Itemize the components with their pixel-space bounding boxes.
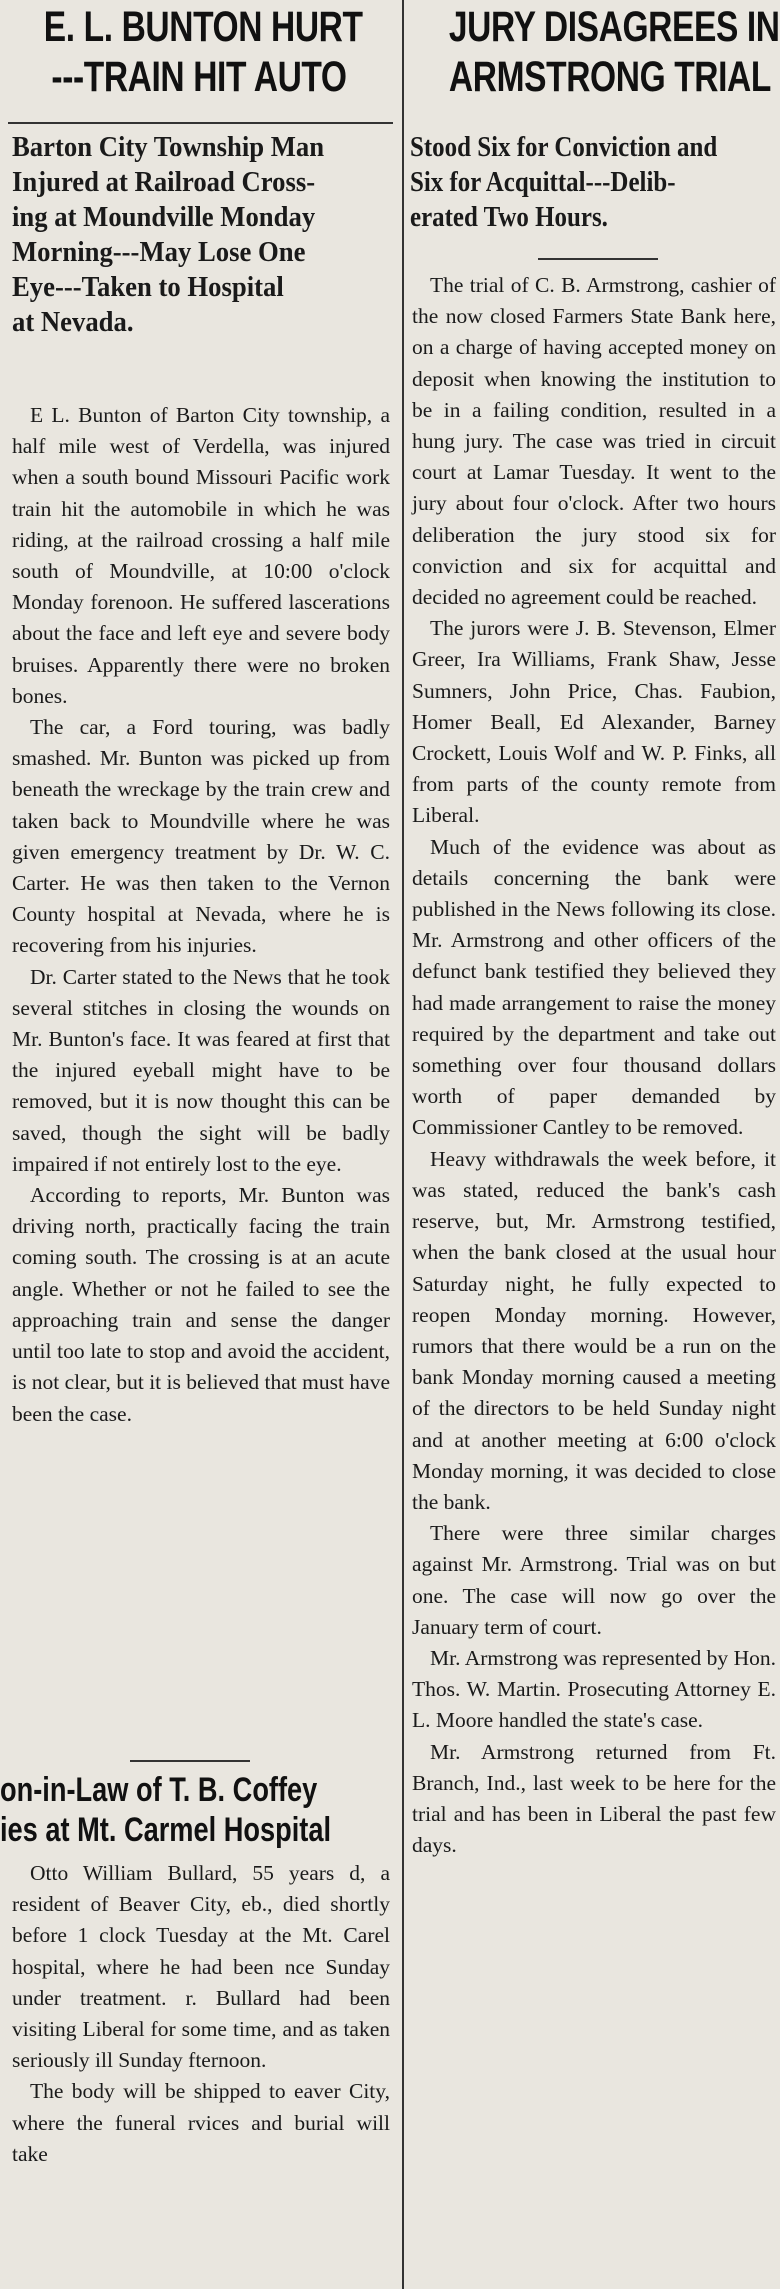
- bunton-headline-line-2: ---TRAIN HIT AUTO: [51, 53, 347, 101]
- bunton-paragraph-3: Dr. Carter stated to the News that he took several stitches in closing the wounds on Mr. Bunton's face. It was feared at first that the injured eyeball might have to be removed, but it is now thought this can be saved, though the sight will be badly impaired if not entirely lost to the eye.: [12, 964, 390, 1176]
- bullard-headline-line-2: ies at Mt. Carmel Hospital: [0, 1811, 332, 1849]
- column-divider: [402, 0, 404, 2289]
- armstrong-paragraph-7: Mr. Armstrong returned from Ft. Branch, Ind., last week to be here for the trial and has been in Liberal the past few days.: [412, 1739, 776, 1858]
- armstrong-paragraph-5: There were three similar charges against Mr. Armstrong. Trial was on but one. The case will now go over the January term of court.: [412, 1521, 776, 1639]
- bullard-paragraph-2: The body will be shipped to eaver City, where the funeral rvices and burial will take: [12, 2079, 390, 2166]
- bunton-deck: Barton City Township Man Injured at Railroad Cross- ing at Moundville Monday Morning---May Lose One Eye---Taken to Hospital at Nevada.: [12, 131, 325, 338]
- armstrong-paragraph-4: Heavy withdrawals the week before, it was stated, reduced the bank's cash reserve, but, Mr. Armstrong testified, when the bank closed at the usual hour Saturday night, he fully expected to reopen Monday morning. However, rumors that there would be a run on the bank Monday morning caused a meeting of the directors to be held Sunday night and at another meeting at 6:00 o'clock Monday morning, it was decided to close the bank.: [412, 1146, 776, 1514]
- armstrong-paragraph-1: The trial of C. B. Armstrong, cashier of the now closed Farmers State Bank here, on a charge of having accepted money on deposit when knowing the institution to be in a failing condition, resulted in a hung jury. The case was tried in circuit court at Lamar Tuesday. It went to the jury about four o'clock. After two hours deliberation the jury stood six for conviction and six for acquittal and decided no agreement could be reached.: [412, 273, 776, 610]
- armstrong-headline-line-2: ARMSTRONG TRIAL: [448, 53, 771, 101]
- bunton-article-body: [12, 400, 390, 1430]
- headline-rule: [8, 122, 393, 124]
- bullard-paragraph-1: Otto William Bullard, 55 years d, a resident of Beaver City, eb., died shortly before 1 clock Tuesday at the Mt. Carel hospital, where he had been nce Sunday under treatment. r. Bullard had been visiting Liberal for some time, and as taken seriously ill Sunday fternoon.: [12, 1861, 390, 2073]
- article-separator: [130, 1760, 250, 1762]
- armstrong-paragraph-6: Mr. Armstrong was represented by Hon. Thos. W. Martin. Prosecuting Attorney E. L. Moore handled the state's case.: [412, 1645, 776, 1733]
- bunton-paragraph-1: E L. Bunton of Barton City township, a half mile west of Verdella, was injured when a south bound Missouri Pacific work train hit the automobile in which he was riding, at the railroad crossing a half mile south of Moundville, at 10:00 o'clock Monday forenoon. He suffered lascerations about the face and left eye and severe body bruises. Apparently there were no broken bones.: [12, 403, 390, 708]
- bunton-paragraph-4: According to reports, Mr. Bunton was driving north, practically facing the train coming south. The crossing is at an acute angle. Whether or not he failed to see the approaching train and sense the danger until too late to stop and avoid the accident, is not clear, but it is believed that must have been the case.: [12, 1183, 390, 1426]
- armstrong-paragraph-3: Much of the evidence was about as details concerning the bank were published in the News following its close. Mr. Armstrong and other officers of the defunct bank testified they believed they had made arrangement to raise the money required by the department and take out something over four thousand dollars worth of paper demanded by Commissioner Cantley to be removed.: [412, 834, 776, 1140]
- bunton-paragraph-2: The car, a Ford touring, was badly smashed. Mr. Bunton was picked up from beneath the wreckage by the train crew and taken back to Moundville where he was given emergency treatment by Dr. W. C. Carter. He was then taken to the Vernon County hospital at Nevada, where he is recovering from his injuries.: [12, 715, 390, 958]
- armstrong-paragraph-2: The jurors were J. B. Stevenson, Elmer Greer, Ira Williams, Frank Shaw, Jesse Sumners, John Price, Chas. Faubion, Homer Beall, Ed Alexander, Barney Crockett, Louis Wolf and W. P. Finks, all from parts of the county remote from Liberal.: [412, 616, 776, 828]
- bullard-article-body: [12, 1858, 390, 2170]
- armstrong-article-body: [412, 270, 776, 1861]
- right-column: [408, 0, 780, 2289]
- deck-separator: [538, 258, 658, 260]
- armstrong-headline-line-1: JURY DISAGREES IN: [448, 3, 780, 51]
- bullard-headline-line-1: on-in-Law of T. B. Coffey: [0, 1771, 318, 1809]
- bunton-headline-line-1: E. L. BUNTON HURT: [43, 3, 363, 51]
- armstrong-deck: Stood Six for Conviction and Six for Acquittal---Delib- erated Two Hours.: [410, 131, 718, 233]
